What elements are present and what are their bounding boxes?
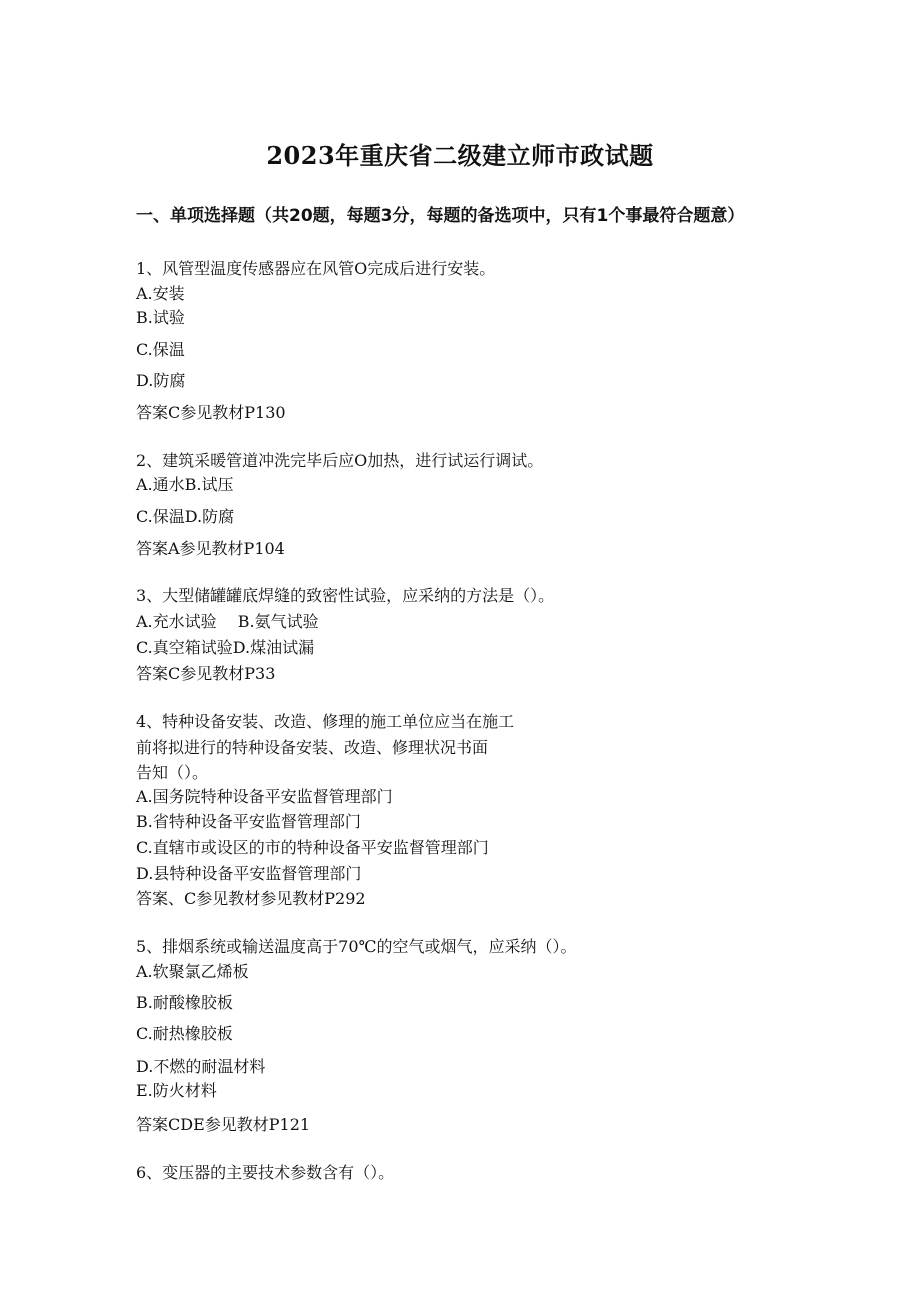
- document-title: 2023年重庆省二级建立师市政试题: [266, 141, 654, 170]
- question-3-options-cd: C.真空箱试验D.煤油试漏: [136, 638, 315, 657]
- question-3-stem: 3、大型储罐罐底焊缝的致密性试验，应采纳的方法是（）。: [136, 586, 555, 605]
- question-1-answer: 答案C参见教材P130: [136, 403, 286, 422]
- question-4-option-d: D.县特种设备平安监督管理部门: [136, 864, 362, 883]
- question-5-option-a: A.软聚氯乙烯板: [136, 962, 249, 981]
- question-2-options-cd: C.保温D.防腐: [136, 507, 235, 526]
- question-4-stem-line-3: 告知（）。: [136, 763, 209, 782]
- question-3-options-ab: A.充水试验 B.氨气试验: [136, 612, 319, 631]
- question-1-stem: 1、风管型温度传感器应在风管O完成后进行安装。: [136, 259, 496, 278]
- question-5-stem: 5、排烟系统或输送温度高于70℃的空气或烟气，应采纳（）。: [136, 937, 577, 956]
- question-2-answer: 答案A参见教材P104: [136, 539, 285, 558]
- question-4-stem-line-2: 前将拟进行的特种设备安装、改造、修理状况书面: [136, 738, 489, 757]
- question-4-option-a: A.国务院特种设备平安监督管理部门: [136, 787, 393, 806]
- question-6-stem: 6、变压器的主要技术参数含有（）。: [136, 1163, 395, 1182]
- question-1-option-a: A.安装: [136, 284, 185, 303]
- question-4-option-c: C.直辖市或设区的市的特种设备平安监督管理部门: [136, 838, 489, 857]
- question-2-stem: 2、建筑采暖管道冲洗完毕后应O加热，进行试运行调试。: [136, 451, 544, 470]
- section-heading: 一、单项选择题（共20题，每题3分，每题的备选项中，只有1个事最符合题意）: [136, 206, 745, 226]
- question-2-options-ab: A.通水B.试压: [136, 475, 234, 494]
- question-5-option-e: E.防火材料: [136, 1081, 217, 1100]
- question-5-option-d: D.不燃的耐温材料: [136, 1057, 266, 1076]
- question-1-option-d: D.防腐: [136, 371, 186, 390]
- question-4-answer: 答案、C参见教材参见教材P292: [136, 889, 366, 908]
- question-3-answer: 答案C参见教材P33: [136, 664, 276, 683]
- question-4-stem-line-1: 4、特种设备安装、改造、修理的施工单位应当在施工: [136, 712, 515, 731]
- question-1-option-b: B.试验: [136, 308, 185, 327]
- question-1-option-c: C.保温: [136, 340, 185, 359]
- question-5-option-b: B.耐酸橡胶板: [136, 993, 233, 1012]
- question-4-option-b: B.省特种设备平安监督管理部门: [136, 812, 361, 831]
- question-5-answer: 答案CDE参见教材P121: [136, 1115, 311, 1134]
- question-5-option-c: C.耐热橡胶板: [136, 1024, 233, 1043]
